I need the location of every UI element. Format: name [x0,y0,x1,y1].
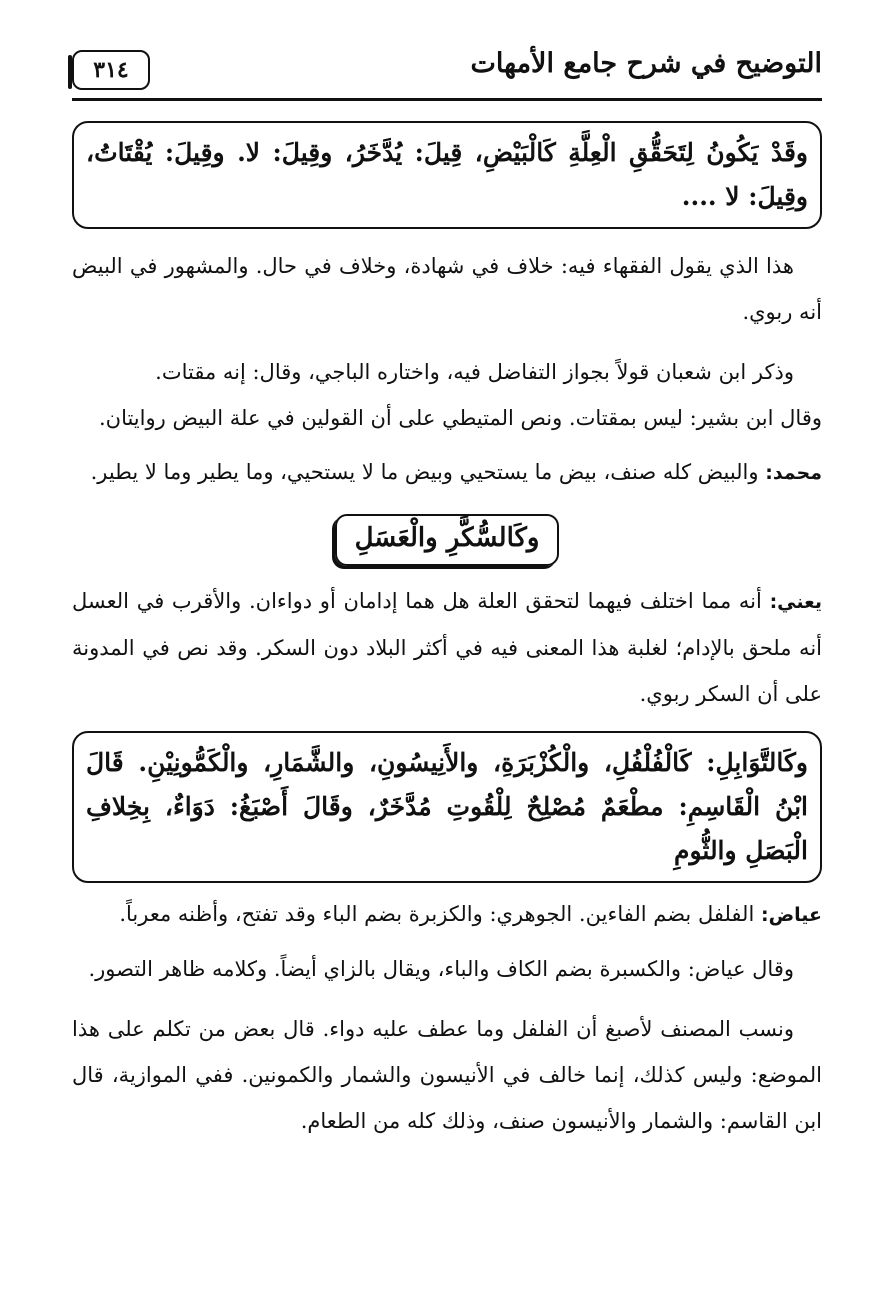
matn-box-eggs: وقَدْ يَكُونُ لِتَحَقُّقِ الْعِلَّةِ كَالْبَيْضِ، قِيلَ: يُدَّخَرُ، وقِيلَ: لا. وقِيلَ: يُقْتَاتُ، وقِيلَ: لا .... [72,121,822,229]
commentary-paragraph: هذا الذي يقول الفقهاء فيه: خلاف في شهادة، وخلاف في حال. والمشهور في البيض أنه ربوي. [72,254,822,324]
paragraph-text: والبيض كله صنف، بيض ما يستحيي وبيض ما لا يستحيي، وما يطير وما لا يطير. [90,460,766,484]
paragraph-text: أنه مما اختلف فيهما لتحقق العلة هل هما إدامان أو دواءان. والأقرب في العسل أنه ملحق بالإدام؛ لغلبة هذا المعنى فيه في أكثر البلاد دون السكر. وقد نص في المدونة على أن السكر ربوي. [72,589,822,706]
page-number: ٣١٤ [72,50,150,90]
commentary-paragraph: وقال عياض: والكسبرة بضم الكاف والباء، ويقال بالزاي أيضاً. وكلامه ظاهر التصور. [88,957,794,981]
running-title: التوضيح في شرح جامع الأمهات [470,48,822,79]
speaker-label: عياض: [760,904,822,926]
speaker-label: يعني: [769,591,822,613]
commentary-paragraph: وقال ابن بشير: ليس بمقتات. ونص المتيطي على أن القولين في علة البيض روايتان. [98,406,822,430]
matn-title-wrap [72,514,822,566]
commentary-paragraph [72,578,822,717]
matn-box-sugar-honey: وكَالسُّكَّرِ والْعَسَلِ [335,514,560,566]
commentary-paragraph [72,891,822,938]
speaker-label: محمد: [765,462,822,484]
paragraph-text: الفلفل بضم الفاءين. الجوهري: والكزبرة بضم الباء وقد تفتح، وأظنه معرباً. [119,902,761,926]
book-page [72,40,822,1280]
page-header [72,40,822,101]
commentary-paragraph: وذكر ابن شعبان قولاً بجواز التفاضل فيه، واختاره الباجي، وقال: إنه مقتات. [155,360,794,384]
commentary-paragraph [72,449,822,496]
matn-box-spices: وكَالتَّوَابِلِ: كَالْفُلْفُلِ، والْكُزْبَرَةِ، والأَنِيسُونِ، والشَّمَارِ، والْكَمُّونِيْنِ. قَالَ ابْنُ الْقَاسِمِ: مطْعَمٌ مُصْلِحٌ لِلْقُوتِ مُدَّخَرٌ، وقَالَ أَصْبَغُ: دَوَاءٌ، بِخِلافِ الْبَصَلِ والثُّومِ [72,731,822,883]
commentary-paragraph: ونسب المصنف لأصبغ أن الفلفل وما عطف عليه دواء. قال بعض من تكلم على هذا الموضع: وليس كذلك، إنما خالف في الأنيسون والشمار والكمونين. ففي الموازية، قال ابن القاسم: والشمار والأنيسون صنف، وذلك كله من الطعام. [72,1017,822,1133]
